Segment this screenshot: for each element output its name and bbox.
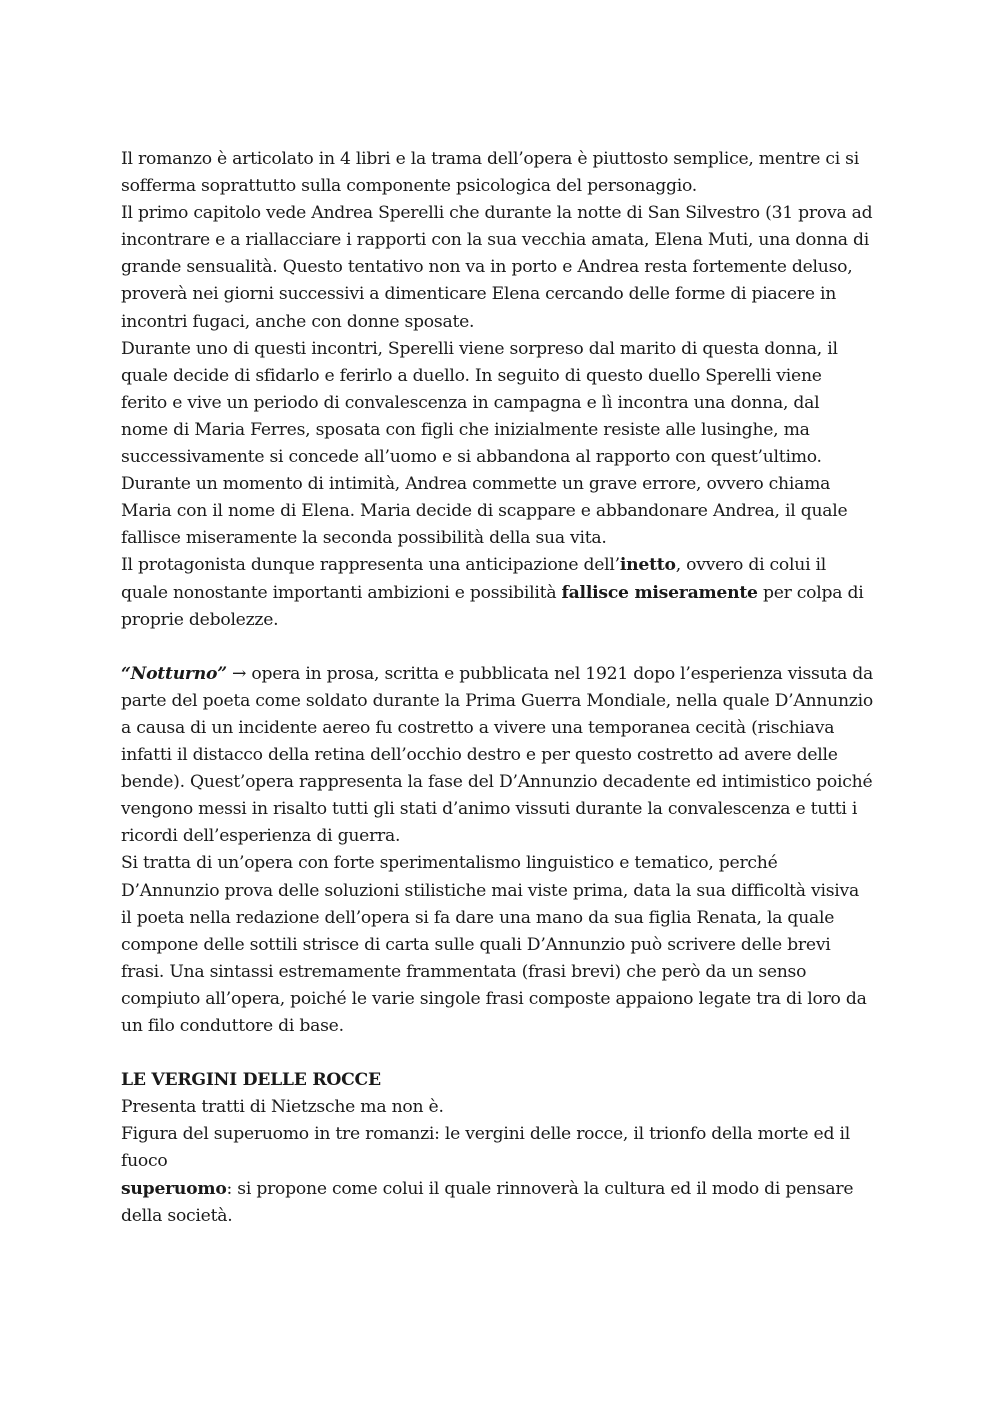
paragraph-intro [121,146,901,200]
text-run: , ovvero di colui il [675,555,827,576]
text-run: : si propone come colui il quale rinnoverà la cultura ed il modo di pensare [226,1178,854,1199]
text-line: Durante un momento di intimità, Andrea commette un grave errore, ovvero chiama [121,474,831,495]
paragraph-error [121,471,901,552]
blank-line [121,634,901,661]
text-line: Presenta tratti di Nietzsche ma non è. [121,1097,444,1118]
text-run: per colpa di [757,582,864,603]
text-line: parte del poeta come soldato durante la Prima Guerra Mondiale, nella quale D’Annunzio [121,690,873,711]
text-line: incontrare e a riallacciare i rapporti con la sua vecchia amata, Elena Muti, una donna di [121,230,869,251]
paragraph-sperimentalismo [121,850,901,1040]
text-line: Il primo capitolo vede Andrea Sperelli che durante la notte di San Silvestro (31 prova ad [121,203,873,224]
text-run: Il protagonista dunque rappresenta una anticipazione dell’ [121,555,620,576]
paragraph-notturno [121,661,901,851]
bold-term-fallisce: fallisce miseramente [561,582,758,603]
text-line: un filo conduttore di base. [121,1016,344,1036]
text-line: D’Annunzio prova delle soluzioni stilistiche mai viste prima, data la sua difficoltà visiva [121,880,859,901]
paragraph-first-chapter [121,200,901,335]
text-line: Si tratta di un’opera con forte sperimentalismo linguistico e tematico, perché [121,853,778,874]
bold-term-inetto: inetto [619,555,676,576]
notturno-title: “Notturno” [121,663,227,684]
text-line: fallisce miseramente la seconda possibilità della sua vita. [121,528,607,549]
text-line: Il romanzo è articolato in 4 libri e la trama dell’opera è piuttosto semplice, mentre ci si [121,149,859,169]
text-line: frasi. Una sintassi estremamente frammentata (frasi brevi) che però da un senso [121,961,807,982]
text-line: proprie debolezze. [121,609,279,630]
text-line [121,580,901,607]
text-line: bende). Quest’opera rappresenta la fase del D’Annunzio decadente ed intimistico poiché [121,772,873,793]
text-line: grande sensualità. Questo tentativo non va in porto e Andrea resta fortemente deluso, [121,257,853,278]
text-line: Maria con il nome di Elena. Maria decide di scappare e abbandonare Andrea, il quale [121,501,848,522]
text-line: infatti il distacco della retina dell’occhio destro e per questo costretto ad avere delle [121,745,838,766]
text-line [121,552,901,579]
text-line: a causa di un incidente aereo fu costretto a vivere una temporanea cecità (rischiava [121,717,835,738]
text-line [121,1176,901,1203]
text-run: quale nonostante importanti ambizioni e possibilità [121,582,562,603]
text-line: proverà nei giorni successivi a dimenticare Elena cercando delle forme di piacere in [121,284,837,305]
text-line: quale decide di sfidarlo e ferirlo a duello. In seguito di questo duello Sperelli viene [121,365,822,386]
text-line: successivamente si concede all’uomo e si abbandona al rapporto con quest’ultimo. [121,447,822,468]
text-line: vengono messi in risalto tutti gli stati d’animo vissuti durante la convalescenza e tutti i [121,799,858,820]
text-line: della società. [121,1205,233,1226]
document-body [121,146,901,1230]
text-line: compiuto all’opera, poiché le varie singole frasi composte appaiono legate tra di loro da [121,988,867,1009]
paragraph-duel [121,336,901,471]
text-line: nome di Maria Ferres, sposata con figli che inizialmente resiste alle lusinghe, ma [121,419,810,440]
paragraph-inetto [121,552,901,633]
text-line: Durante uno di questi incontri, Sperelli viene sorpreso dal marito di questa donna, il [121,338,838,359]
text-line: fuoco [121,1151,168,1172]
blank-line [121,1040,901,1067]
section-vergini [121,1067,901,1230]
text-line: compone delle sottili strisce di carta sulle quali D’Annunzio può scrivere delle brevi [121,934,831,955]
text-line: Figura del superuomo in tre romanzi: le vergini delle rocce, il trionfo della morte ed il [121,1124,850,1145]
text-line: ferito e vive un periodo di convalescenza in campagna e lì incontra una donna, dal [121,392,820,413]
text-line: sofferma soprattutto sulla componente psicologica del personaggio. [121,176,697,197]
section-heading: LE VERGINI DELLE ROCCE [121,1070,381,1091]
text-line: ricordi dell’esperienza di guerra. [121,826,401,847]
bold-term-superuomo: superuomo [121,1178,227,1199]
text-line: il poeta nella redazione dell’opera si fa dare una mano da sua figlia Renata, la quale [121,907,835,928]
text-line: incontri fugaci, anche con donne sposate. [121,311,475,332]
text-line [121,661,901,688]
text-run: → opera in prosa, scritta e pubblicata nel 1921 dopo l’esperienza vissuta da [226,663,874,684]
